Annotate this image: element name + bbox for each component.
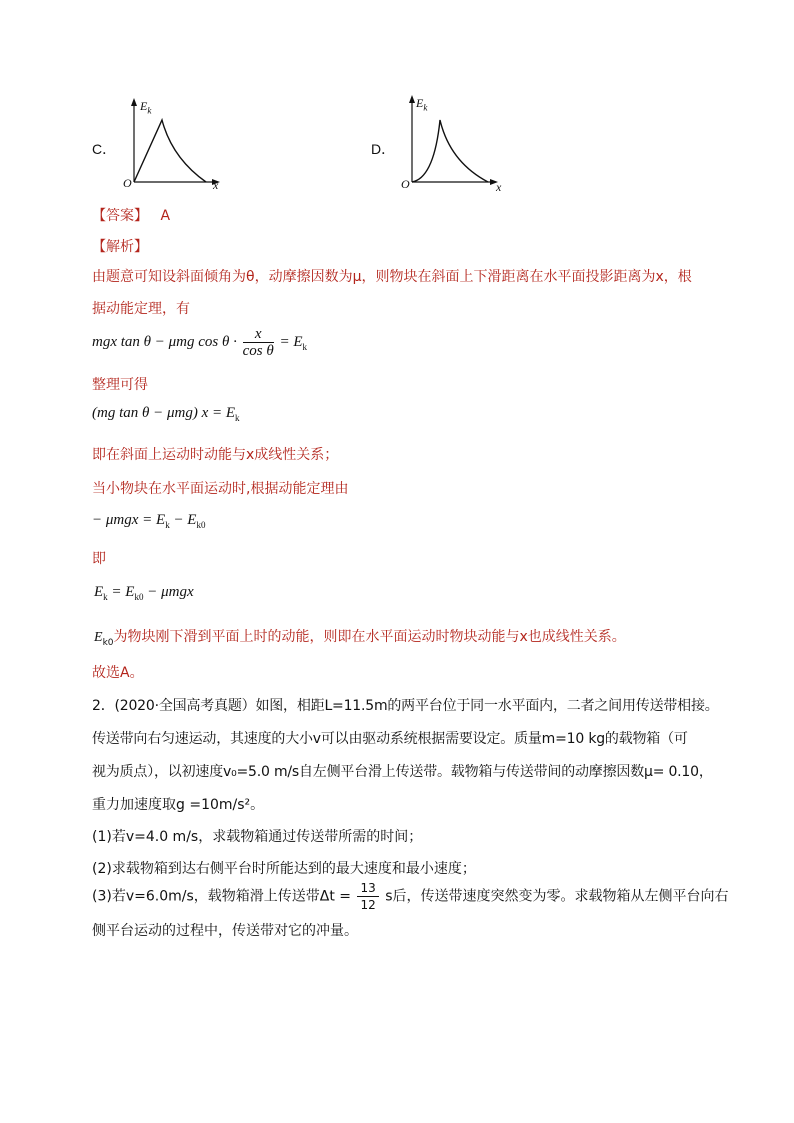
d-curve <box>412 120 488 182</box>
option-d-letter: D． <box>371 141 396 157</box>
analysis-p4: 当小物块在水平面运动时,根据动能定理由 <box>92 481 349 497</box>
question2-sub3: (3)若v=6.0m/s，载物箱滑上传送带Δt = $\frac{13}{12}$ s后，传送带速度突然变为零。求载物箱从左侧平台向右 <box>92 881 729 912</box>
analysis-p5: 即 <box>92 551 106 567</box>
option-c-letter: C． <box>92 141 117 157</box>
analysis-p6: $E_{k0}$为物块刚下滑到平面上时的动能，则即在水平面运动时物块动能与x也成线性关系。 <box>94 629 626 648</box>
d-ylabel: $E_k$ <box>416 96 428 113</box>
d-y-arrow <box>409 95 415 103</box>
equation-4: $E_k = E_{k0} - \mu mgx$ <box>94 584 194 602</box>
equation-1-fraction: $\frac{x}{\text{cos θ}}$ <box>242 326 274 359</box>
analysis-p1b: 据动能定理，有 <box>92 301 190 317</box>
analysis-p7: 故选A。 <box>92 665 144 681</box>
question2-sub1: (1)若v=4.0 m/s，求载物箱通过传送带所需的时间； <box>92 829 423 845</box>
question2-line4: 重力加速度取g =10m/s²。 <box>92 797 265 813</box>
question2-line2: 传送带向右匀速运动，其速度的大小v可以由驱动系统根据需要设定。质量m=10 kg的载物箱（可 <box>92 731 688 747</box>
c-origin: O <box>123 176 132 190</box>
option-d-graph <box>398 92 508 192</box>
question2-sub3-fraction: $\frac{13}{12}$ <box>357 880 378 913</box>
answer-value: A <box>160 208 171 224</box>
c-curve <box>134 120 206 182</box>
equation-3: − $\mu mgx = E_k - E_{k0}$ <box>92 512 206 530</box>
d-xlabel: x <box>496 180 502 194</box>
question2-sub2: (2)求载物箱到达右侧平台时所能达到的最大速度和最小速度； <box>92 861 476 877</box>
answer-tag: 【答案】 <box>92 208 148 224</box>
c-xlabel: x <box>213 178 219 192</box>
equation-1: mgx tan θ − μmg cos θ · $\frac{x}{\text{cos θ}}$ = $E_k$ <box>92 326 308 359</box>
question2-line1: 2．(2020·全国高考真题）如图，相距L=11.5m的两平台位于同一水平面内，二者之间用传送带相接。 <box>92 698 719 714</box>
question2-line3: 视为质点），以初速度v₀=5.0 m/s自左侧平台滑上传送带。载物箱与传送带间的动摩擦因数μ= 0.10， <box>92 764 713 780</box>
c-y-arrow <box>131 98 137 106</box>
c-ylabel: $E_k$ <box>140 99 152 116</box>
question2-sub3-cont: 侧平台运动的过程中，传送带对它的冲量。 <box>92 923 358 939</box>
equation-2: (mg tan θ − μmg) $x = E_k$ <box>92 405 240 423</box>
answer-line <box>92 205 170 225</box>
analysis-p2: 整理可得 <box>92 377 148 393</box>
analysis-tag: 【解析】 <box>92 239 148 255</box>
analysis-p1a: 由题意可知设斜面倾角为θ，动摩擦因数为μ，则物块在斜面上下滑距离在水平面投影距离为x，根 <box>92 269 692 285</box>
analysis-p3: 即在斜面上运动时动能与x成线性关系； <box>92 447 339 463</box>
d-origin: O <box>401 177 410 191</box>
